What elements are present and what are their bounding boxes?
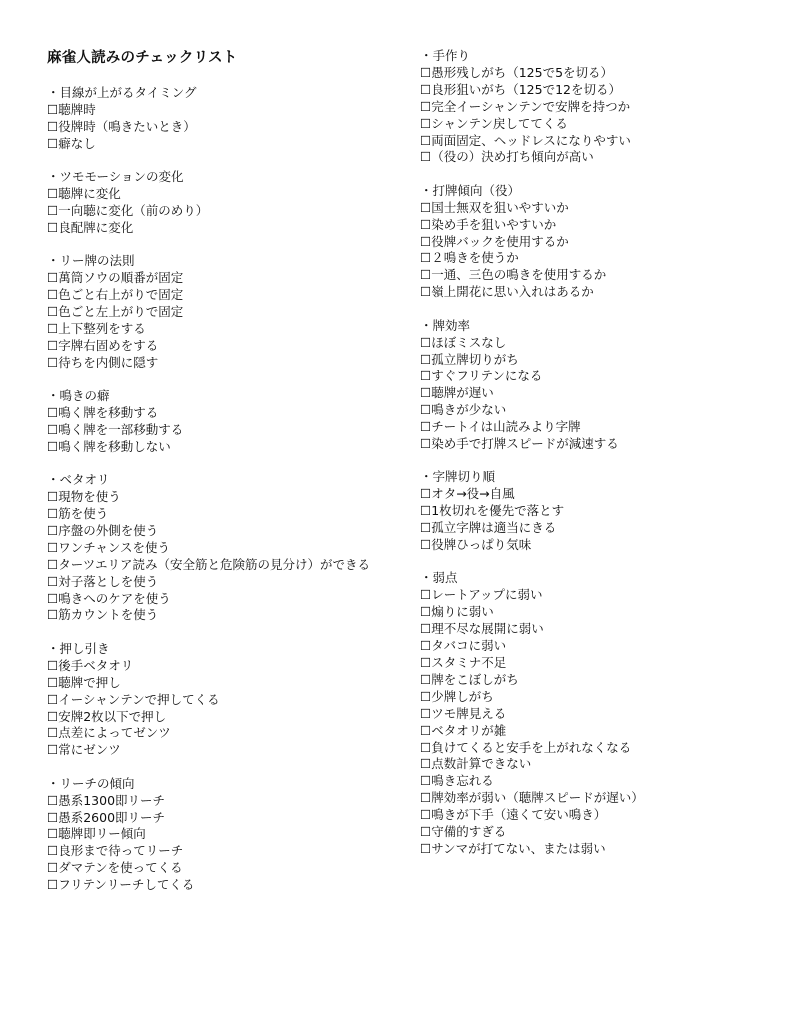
checklist-section <box>420 469 760 554</box>
checklist-item[interactable]: ☐ベタオリが雑 <box>420 722 507 738</box>
checklist-item[interactable]: ☐愚系2600即リーチ <box>47 809 166 825</box>
checklist-item[interactable]: ☐鳴く牌を一部移動する <box>47 421 184 437</box>
checklist-item[interactable]: ☐孤立字牌は適当にきる <box>420 520 557 536</box>
checklist-item[interactable]: ☐完全イーシャンテンで安牌を持つか <box>420 98 631 114</box>
checklist-item[interactable]: ☐牌をこぼしがち <box>420 671 519 687</box>
checklist-item[interactable]: ☐すぐフリテンになる <box>420 368 543 384</box>
section-heading: ・字牌切り順 <box>420 469 496 485</box>
checklist-item[interactable]: ☐聴牌が遅い <box>420 385 494 401</box>
checklist-item[interactable]: ☐少牌しがち <box>420 688 494 704</box>
section-heading: ・目線が上がるタイミング <box>47 85 197 100</box>
checklist-item[interactable]: ☐点数計算できない <box>420 756 532 772</box>
checklist-item[interactable]: ☐役牌ひっぱり気味 <box>420 537 532 553</box>
checklist-item[interactable]: ☐サンマが打てない、または弱い <box>420 840 606 856</box>
checklist-item[interactable]: ☐スタミナ不足 <box>420 655 507 670</box>
checklist-item[interactable]: ☐点差によってゼンツ <box>47 725 171 741</box>
checklist-item[interactable]: ☐一通、三色の鳴きを使用するか <box>420 267 607 283</box>
checklist-item[interactable]: ☐チートイは山読みより字牌 <box>420 419 581 435</box>
checklist-item[interactable]: ☐役牌バックを使用するか <box>420 233 569 249</box>
checklist-item[interactable]: ☐役牌時（鳴きたいとき） <box>47 118 196 134</box>
checklist-item[interactable]: ☐染め手を狙いやすいか <box>420 216 557 232</box>
checklist-item[interactable]: ☐ダマテンを使ってくる <box>47 860 183 876</box>
right-sections <box>420 48 760 858</box>
checklist-item[interactable]: ☐癖なし <box>47 135 96 151</box>
checklist-item[interactable]: ☐シャンテン戻しててくる <box>420 115 568 131</box>
checklist-item[interactable]: ☐良形狙いがち（125で12を切る） <box>420 81 621 97</box>
document-title: 麻雀人読みのチェックリスト <box>47 50 238 66</box>
checklist-item[interactable]: ☐煽りに弱い <box>420 604 494 620</box>
checklist-item[interactable]: ☐聴牌時 <box>47 101 96 117</box>
checklist-item[interactable]: ☐鳴きが少ない <box>420 402 507 418</box>
checklist-item[interactable]: ☐愚系1300即リーチ <box>47 792 166 808</box>
checklist-section <box>420 183 760 301</box>
checklist-item[interactable]: ☐待ちを内側に隠す <box>47 354 159 370</box>
checklist-item[interactable]: ☐ターツエリア読み（安全筋と危険筋の見分け）ができる <box>47 556 370 572</box>
checklist-section <box>47 388 387 456</box>
checklist-item[interactable]: ☐鳴く牌を移動する <box>47 405 159 420</box>
checklist-section <box>420 48 760 166</box>
checklist-item[interactable]: ☐イーシャンテンで押してくる <box>47 691 220 707</box>
section-heading: ・ツモモーションの変化 <box>47 169 184 185</box>
checklist-item[interactable]: ☐筋カウントを使う <box>47 607 159 623</box>
left-column <box>47 48 387 911</box>
checklist-section <box>47 253 387 371</box>
checklist-section <box>47 169 387 237</box>
checklist-item[interactable]: ☐レートアップに弱い <box>420 587 543 603</box>
checklist-item[interactable]: ☐後手ベタオリ <box>47 657 134 673</box>
checklist-section <box>47 472 387 624</box>
checklist-item[interactable]: ☐（役の）決め打ち傾向が高い <box>420 149 594 165</box>
section-heading: ・牌効率 <box>420 317 471 333</box>
checklist-item[interactable]: ☐負けてくると安手を上がれなくなる <box>420 739 632 755</box>
checklist-item[interactable]: ☐現物を使う <box>47 489 121 505</box>
section-heading: ・手作り <box>420 48 471 63</box>
section-heading: ・打牌傾向（役） <box>420 182 521 198</box>
checklist-item[interactable]: ☐オタ→役→自風 <box>420 486 515 502</box>
checklist-item[interactable]: ☐理不尽な展開に弱い <box>420 621 544 637</box>
checklist-item[interactable]: ☐タバコに弱い <box>420 638 507 654</box>
checklist-item[interactable]: ☐牌効率が弱い（聴牌スピードが遅い） <box>420 790 644 806</box>
checklist-item[interactable]: ☐嶺上開花に思い入れはあるか <box>420 284 594 300</box>
right-column <box>420 48 760 874</box>
checklist-item[interactable]: ☐1枚切れを優先で落とす <box>420 503 565 519</box>
checklist-item[interactable]: ☐色ごと左上がりで固定 <box>47 303 184 319</box>
checklist-section <box>420 318 760 453</box>
checklist-item[interactable]: ☐鳴きへのケアを使う <box>47 590 171 606</box>
checklist-item[interactable]: ☐染め手で打牌スピードが減速する <box>420 436 619 452</box>
section-heading: ・ベタオリ <box>47 472 110 488</box>
section-heading: ・リーチの傾向 <box>47 775 135 791</box>
left-sections <box>47 85 387 894</box>
checklist-item[interactable]: ☐一向聴に変化（前のめり） <box>47 202 209 218</box>
checklist-item[interactable]: ☐萬筒ソウの順番が固定 <box>47 270 184 286</box>
checklist-item[interactable]: ☐守備的すぎる <box>420 824 507 840</box>
checklist-item[interactable]: ☐聴牌で押し <box>47 674 121 690</box>
checklist-item[interactable]: ☐字牌右固めをする <box>47 337 159 353</box>
checklist-item[interactable]: ☐常にゼンツ <box>47 742 121 758</box>
checklist-section <box>420 570 760 857</box>
checklist-item[interactable]: ☐ツモ牌見える <box>420 705 507 721</box>
section-heading: ・押し引き <box>47 640 110 656</box>
checklist-item[interactable]: ☐ワンチャンスを使う <box>47 539 170 555</box>
checklist-item[interactable]: ☐上下整列をする <box>47 320 146 336</box>
checklist-item[interactable]: ☐フリテンリーチしてくる <box>47 877 195 893</box>
checklist-section <box>47 641 387 759</box>
checklist-item[interactable]: ☐良形まで待ってリーチ <box>47 843 184 859</box>
section-heading: ・鳴きの癖 <box>47 388 110 404</box>
checklist-item[interactable]: ☐対子落としを使う <box>47 573 159 589</box>
checklist-item[interactable]: ☐色ごと右上がりで固定 <box>47 287 184 303</box>
section-heading: ・弱点 <box>420 570 458 586</box>
checklist-item[interactable]: ☐聴牌即リー傾向 <box>47 826 146 842</box>
checklist-item[interactable]: ☐ほぼミスなし <box>420 334 507 350</box>
checklist-item[interactable]: ☐孤立牌切りがち <box>420 351 519 367</box>
checklist-item[interactable]: ☐両面固定、ヘッドレスになりやすい <box>420 132 631 148</box>
section-heading: ・リー牌の法則 <box>47 253 135 269</box>
checklist-item[interactable]: ☐鳴きが下手（遠くて安い鳴き） <box>420 807 607 823</box>
checklist-section <box>47 85 387 153</box>
checklist-item[interactable]: ☐安牌2枚以下で押し <box>47 708 167 724</box>
checklist-item[interactable]: ☐国士無双を狙いやすいか <box>420 199 569 215</box>
checklist-section <box>47 776 387 894</box>
checklist-item[interactable]: ☐序盤の外側を使う <box>47 522 159 538</box>
checklist-item[interactable]: ☐鳴く牌を移動しない <box>47 438 171 454</box>
checklist-item[interactable]: ☐良配牌に変化 <box>47 219 134 235</box>
checklist-item[interactable]: ☐筋を使う <box>47 506 109 522</box>
checklist-item[interactable]: ☐聴牌に変化 <box>47 186 121 202</box>
checklist-item[interactable]: ☐２鳴きを使うか <box>420 250 519 266</box>
checklist-item[interactable]: ☐鳴き忘れる <box>420 773 494 789</box>
checklist-item[interactable]: ☐愚形残しがち（125で5を切る） <box>420 64 614 80</box>
